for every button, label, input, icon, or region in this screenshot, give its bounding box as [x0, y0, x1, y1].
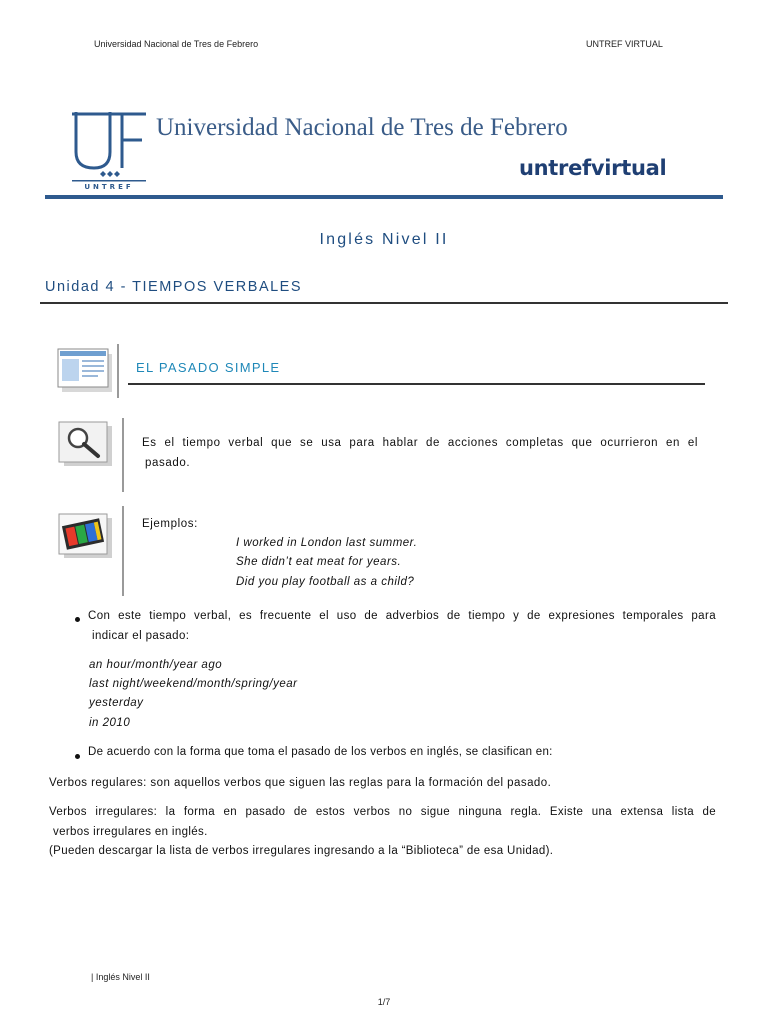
untrefvirtual-wordmark: untrefvirtual: [519, 156, 667, 180]
bullet-text-line2: indicar el pasado:: [92, 630, 190, 642]
running-header-right: UNTREF VIRTUAL: [586, 39, 663, 49]
bullet-dot: [75, 754, 80, 759]
magnifier-icon: [56, 420, 116, 470]
running-header-left: Universidad Nacional de Tres de Febrero: [94, 39, 259, 49]
time-expression: in 2010: [89, 717, 131, 729]
film-icon: [56, 512, 116, 562]
regular-verbs-text: Verbos regulares: son aquellos verbos que siguen las reglas para la formación del pasado.: [49, 777, 552, 789]
course-title: Inglés Nivel II: [319, 231, 449, 248]
footer-course: | Inglés Nivel II: [91, 972, 150, 982]
example-sentence: I worked in London last summer.: [236, 537, 418, 549]
examples-vertical-rule: [122, 506, 124, 596]
bullet-dot: [75, 617, 80, 622]
irregular-verbs-line1: Verbos irregulares: la forma en pasado de estos verbos no sigue ninguna regla. Existe una extensa lista de: [49, 806, 716, 818]
section-divider: [128, 383, 705, 385]
document-icon: [56, 346, 116, 396]
section-title: EL PASADO SIMPLE: [136, 360, 281, 375]
irregular-verbs-line2: verbos irregulares en inglés.: [53, 826, 208, 838]
unit-title: Unidad 4 - TIEMPOS VERBALES: [45, 279, 303, 295]
irregular-verbs-line3: (Pueden descargar la lista de verbos irregulares ingresando a la “Biblioteca” de esa Unidad).: [49, 845, 554, 857]
university-name: Universidad Nacional de Tres de Febrero: [156, 114, 568, 141]
unit-divider: [40, 302, 728, 304]
definition-text-line2: pasado.: [145, 457, 191, 469]
banner-divider: [45, 195, 723, 199]
time-expression: yesterday: [89, 697, 144, 709]
page-number: 1/7: [377, 997, 391, 1007]
example-sentence: She didn’t eat meat for years.: [236, 556, 402, 568]
bullet-text-line1: Con este tiempo verbal, es frecuente el uso de adverbios de tiempo y de expresiones temporales para: [88, 610, 716, 622]
bullet-text: De acuerdo con la forma que toma el pasado de los verbos en inglés, se clasifican en:: [88, 746, 553, 758]
section-vertical-rule: [117, 344, 119, 398]
definition-vertical-rule: [122, 418, 124, 492]
logo-text: UNTREF: [84, 183, 134, 190]
definition-text-line1: Es el tiempo verbal que se usa para hablar de acciones completas que ocurrieron en el: [142, 437, 698, 449]
time-expression: last night/weekend/month/spring/year: [89, 678, 298, 690]
example-sentence: Did you play football as a child?: [236, 576, 415, 588]
untref-logo: [70, 108, 150, 190]
examples-label: Ejemplos:: [142, 518, 198, 530]
time-expression: an hour/month/year ago: [89, 659, 223, 671]
